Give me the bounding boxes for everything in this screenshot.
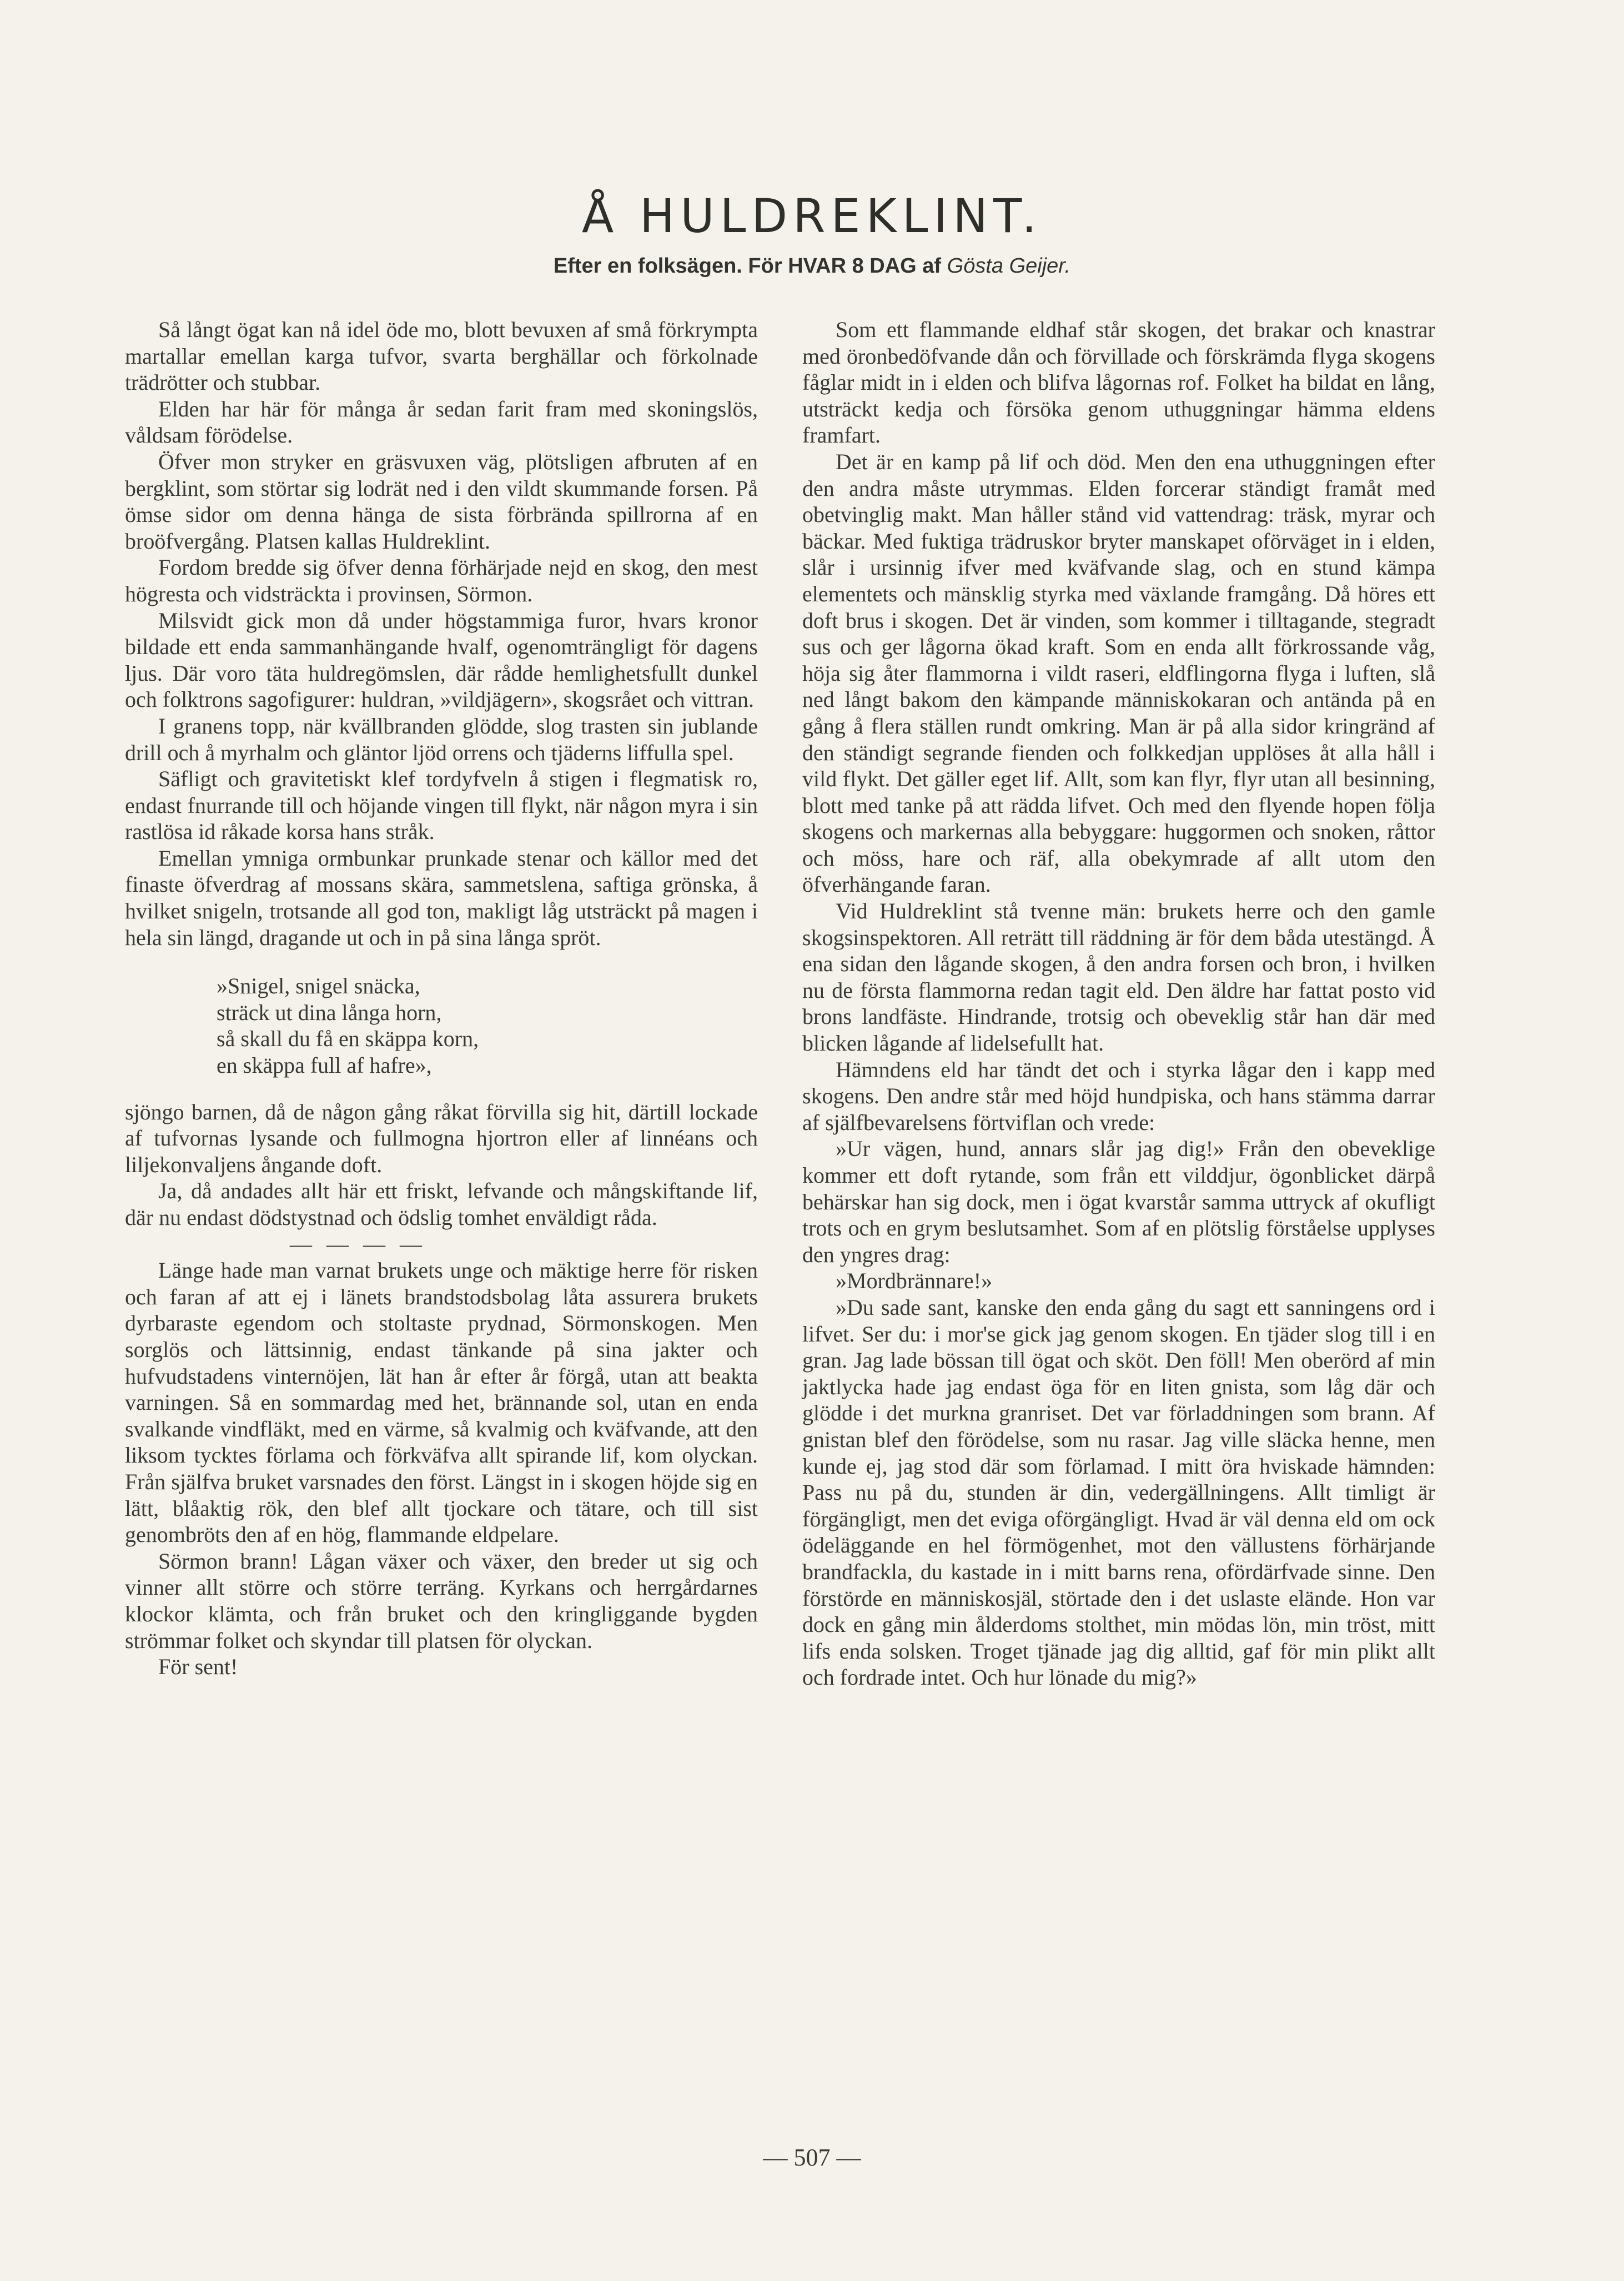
verse-line: så skall du få en skäppa korn, — [217, 1026, 479, 1052]
paragraph: Det är en kamp på lif och död. Men den ena uthuggningen efter den andra måste utrymmas. Elden forcerar ständigt framåt med obetvinglig makt. Man håller stånd vid vattendrag: träsk, myrar och bäckar. Med fuktiga trädruskor bryter manskapet oförväget in i elden, slår i ursinnig ifver med kväfvande slag, och en stund kämpa elementets och mänsklig styrka med växlande framgång. Då höres ett doft brus i skogen. Det är vinden, som kommer i tilltagande, stegradt sus och ger lågorna ökad kraft. Som en enda allt förkrossande våg, höja sig åter flammorna i vildt raseri, eldflingorna flyga i luften, slå ned långt bakom den kämpande människokaran och antända på en gång å flera ställen rundt omkring. Man är på alla sidor kringränd af den ständigt segrande fienden och folkkedjan upplöses åt alla håll i vild flykt. Det gäller eget lif. Allt, som kan flyr, flyr utan all besinning, blott med tanke på att rädda lifvet. Och med den flyende hopen följa skogens och markernas alla bebyggare: huggormen och snoken, råttor och möss, hare och räf, alla obekymrade af allt utom den öfverhängande faran. — [802, 449, 1435, 897]
paragraph: Hämndens eld har tändt det och i styrka lågar den i kapp med skogens. Den andre står med höjd hundpiska, och hans stämma darrar af själfbevarelsens förtviflan och vrede: — [802, 1057, 1435, 1135]
left-column — [125, 316, 758, 1680]
paragraph: I granens topp, när kvällbranden glödde, slog trasten sin jublande drill och å myrhalm och gläntor ljöd orrens och tjäderns liffulla spel. — [125, 713, 758, 765]
article-subtitle — [0, 254, 1624, 278]
paragraph: Sörmon brann! Lågan växer och växer, den breder ut sig och vinner allt större och större terräng. Kyrkans och herrgårdarnes klockor klämta, och från bruket och den kringliggande bygden strömmar folket och skyndar till platsen för olyckan. — [125, 1548, 758, 1653]
paragraph: Vid Huldreklint stå tvenne män: brukets herre och den gamle skogsinspektoren. All reträtt till räddning är för dem båda utestängd. Å ena sidan den lågande skogen, å den andra forsen och bron, i hvilken nu de första flammorna redan tagit eld. Den äldre har fattat posto vid brons landfäste. Hindrande, trotsig och obeveklig står han där med blicken lågande af lidelsefullt hat. — [802, 898, 1435, 1056]
paragraph: Öfver mon stryker en gräsvuxen väg, plötsligen afbruten af en bergklint, som störtar sig lodrät ned i den vildt skummande forsen. På ömse sidor om denna hänga de sista förbrända spillrorna af en broöfvergång. Platsen kallas Huldreklint. — [125, 449, 758, 554]
paragraph: Fordom bredde sig öfver denna förhärjade nejd en skog, den mest högresta och vidsträckta i provinsen, Sörmon. — [125, 555, 758, 606]
paragraph: Milsvidt gick mon då under högstammiga furor, hvars kronor bildade ett enda sammanhängande hvalf, ogenomträngligt för dagens ljus. Där voro täta huldregömslen, där rådde hemlighetsfullt dunkel och folktrons sagofigurer: huldran, »vildjägern», skogsrået och vittran. — [125, 607, 758, 712]
paragraph: »Mordbrännare!» — [836, 1268, 993, 1294]
paragraph: Säfligt och gravitetiskt klef tordyfveln å stigen i flegmatisk ro, endast fnurrande till och höjande vingen till flykt, när någon myra i sin rastlösa id råkade korsa hans stråk. — [125, 766, 758, 845]
verse-line: en skäppa full af hafre», — [217, 1053, 432, 1078]
paragraph: Elden har här för många år sedan farit fram med skoningslös, våldsam förödelse. — [125, 396, 758, 448]
verse-line: sträck ut dina långa horn, — [217, 999, 442, 1025]
paragraph: Så långt ögat kan nå idel öde mo, blott bevuxen af små förkrympta martallar emellan karga tufvor, svarta berghällar och förkolnade trädrötter och stubbar. — [125, 317, 758, 395]
paragraph: »Ur vägen, hund, annars slår jag dig!» Från den obeveklige kommer ett doft rytande, som från ett vilddjur, ögonblicket därpå behärskar han sig dock, men i ögat kvarstår samma uttryck af okufligt trots och en grym beslutsamhet. Som af en plötslig förståelse upplyses den yngres drag: — [802, 1136, 1435, 1267]
subtitle-lead: Efter en folksägen. För HVAR 8 DAG af — [553, 254, 942, 278]
verse-block — [217, 973, 758, 1078]
paragraph: Som ett flammande eldhaf står skogen, det brakar och knastrar med öronbedöfvande dån och förvillade och förskrämda flyga skogens fåglar midt in i elden och blifva lågornas rof. Folket ha bildat en lång, utsträckt kedja och försöka genom uthuggningar hämma eldens framfart. — [802, 317, 1435, 448]
paragraph: sjöngo barnen, då de någon gång råkat förvilla sig hit, därtill lockade af tufvornas lysande och fullmogna hjortron eller af linnéans och liljekonvaljens ångande doft. — [125, 1099, 758, 1177]
paragraph: »Du sade sant, kanske den enda gång du sagt ett sanningens ord i lifvet. Ser du: i mor'se gick jag genom skogen. En tjäder slog till i en gran. Jag lade bössan till ögat och sköt. Den föll! Men oberörd af min jaktlycka hade jag endast öga för en liten gnista, som låg där och glödde i det murkna granriset. Det var förladdningen som brann. Af gnistan blef den förödelse, som nu rasar. Jag ville släcka henne, men kunde ej, jag stod där som förlamad. I mitt öra hviskade hämnden: Pass nu på du, stunden är din, vedergällningens. Allt timligt är förgängligt, men det eviga oförgängligt. Hvad är väl denna eld om ock ödeläggande en hel förmögenhet, mot den vällustens förhärjande brandfackla, du kastade in i mitt barns rena, ofördärfvade sinne. Den förstörde en människosjäl, störtade den i det uslaste elände. Hon var dock en gång min ålderdoms stolthet, min mödas lön, min tröst, mitt lifs enda solsken. Troget tjänade jag dig alltid, gaf för min plikt allt och fordrade intet. Och hur lönade du mig?» — [802, 1294, 1435, 1690]
verse-line: »Snigel, snigel snäcka, — [217, 973, 420, 999]
author-name: Gösta Geijer. — [947, 254, 1071, 278]
paragraph: Ja, då andades allt här ett friskt, lefvande och mångskiftande lif, där nu endast dödstystnad och ödslig tomhet enväldigt råda. — [125, 1178, 758, 1230]
article-title: Å HULDREKLINT. — [581, 189, 1043, 243]
paragraph: Emellan ymniga ormbunkar prunkade stenar och källor med det finaste öfverdrag af mossans skära, sammetslena, saftiga grönska, å hvilket snigeln, trotsande all god ton, makligt låg utsträckt på magen i hela sin längd, dragande ut och in på sina långa spröt. — [125, 845, 758, 950]
right-column — [802, 316, 1435, 1691]
paragraph: För sent! — [158, 1654, 238, 1680]
page-number: — 507 — — [763, 2144, 861, 2171]
paragraph: Länge hade man varnat brukets unge och mäktige herre för risken och faran af att ej i länets brandstodsbolag låta assurera brukets dyrbaraste egendom och stoltaste prydnad, Sörmonskogen. Men sorglös och lättsinnig, endast tänkande på sina jakter och hufvudstadens vinternöjen, lät han år efter år förgå, utan att beakta varningen. Så en sommardag med het, brännande sol, utan en enda svalkande vindfläkt, med en värme, så kvalmig och kväfvande, att den liksom tycktes förlama och förkväfva allt spirande lif, kom olyckan. Från själfva bruket varsnades den först. Längst in i skogen höjde sig en lätt, blåaktig rök, den blef allt tjockare och tätare, och till sist genombröts den af en hög, flammande eldpelare. — [125, 1258, 758, 1548]
section-separator: — — — — — [290, 1231, 426, 1257]
